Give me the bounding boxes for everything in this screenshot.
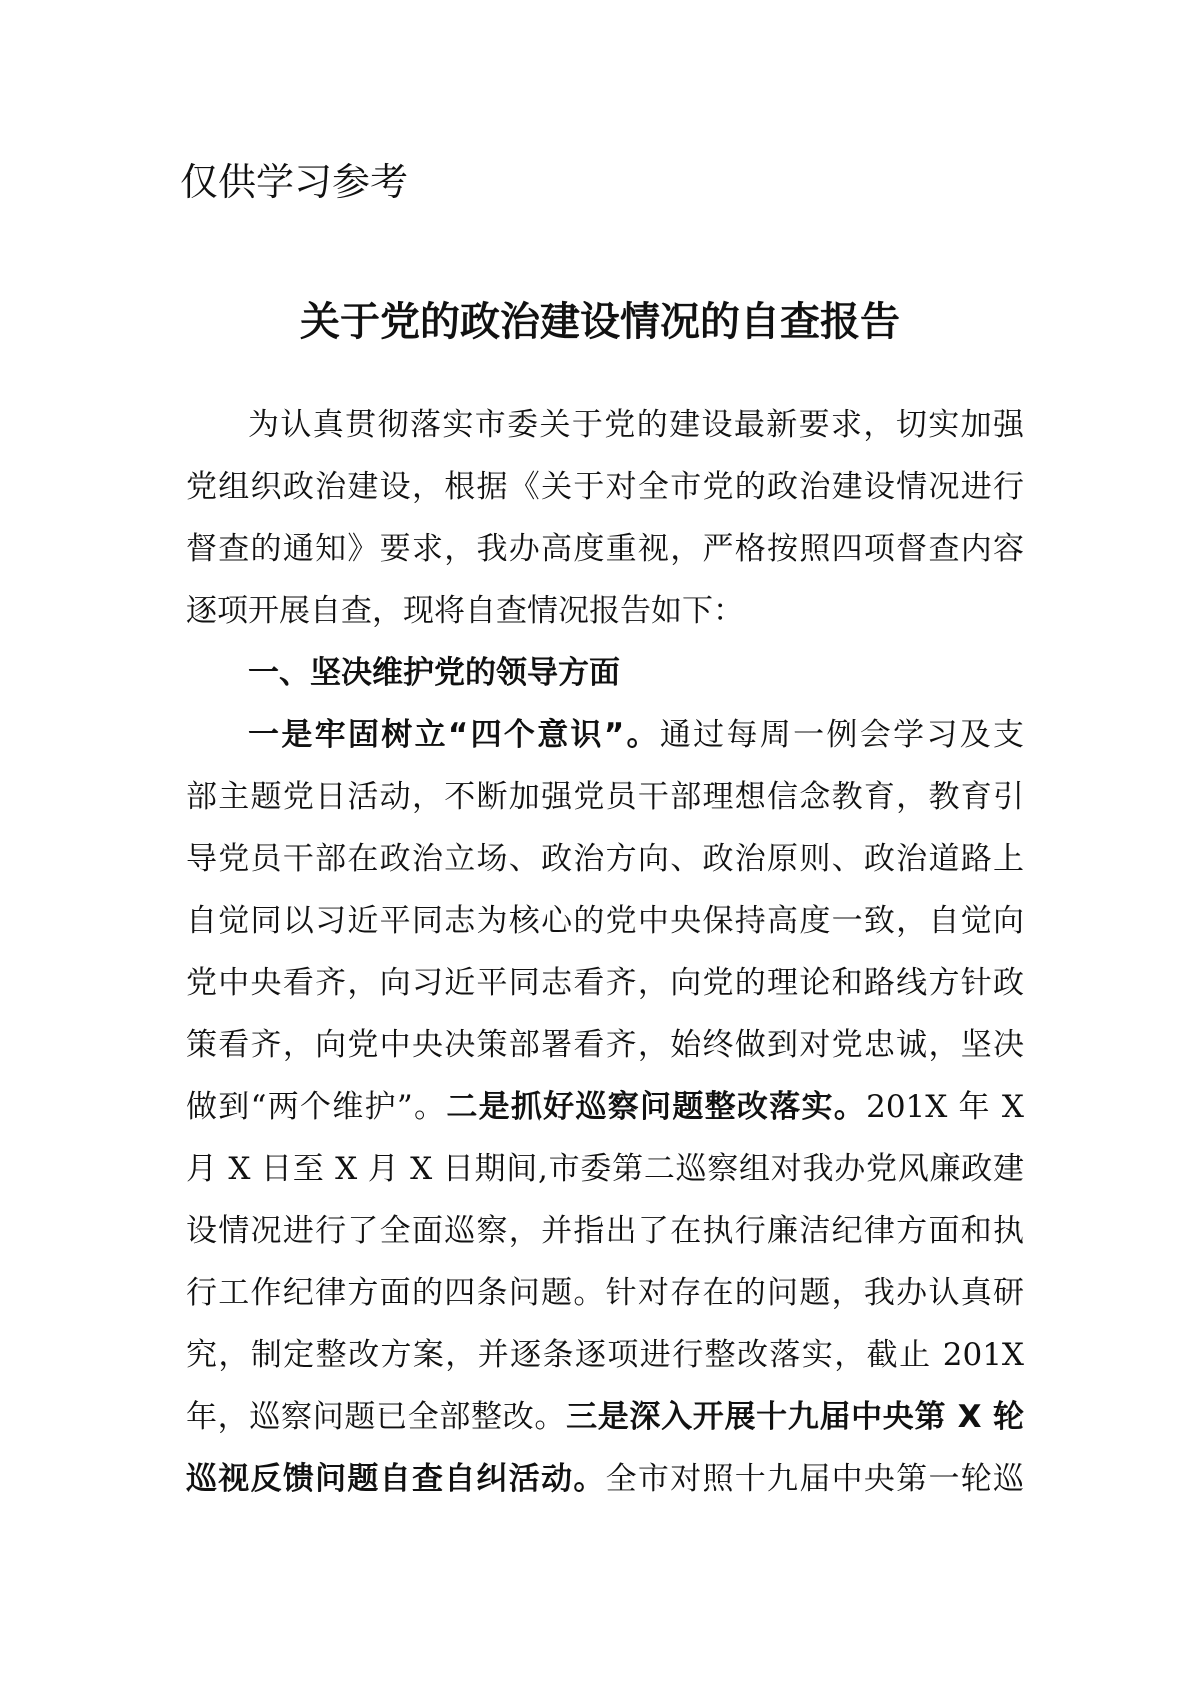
paragraph-line: 究，制定整改方案，并逐条逐项进行整改落实，截止 201X [186, 1337, 1024, 1373]
paragraph-line: 月 X 日至 X 月 X 日期间,市委第二巡察组对我办党风廉政建 [186, 1151, 1024, 1187]
bold-phrase: 三是深入开展十九届中央第 X 轮 [566, 1399, 1024, 1435]
bold-phrase: 巡视反馈问题自查自纠活动。 [186, 1461, 606, 1497]
text-run: 做到“两个维护”。 [186, 1089, 447, 1125]
paragraph-line [248, 704, 1024, 766]
text-run: 通过每周一例会学习及支 [659, 717, 1025, 753]
paragraph-line: 策看齐，向党中央决策部署看齐，始终做到对党忠诚，坚决 [186, 1027, 1024, 1063]
paragraph-line: 自觉同以习近平同志为核心的党中央保持高度一致，自觉向 [186, 903, 1024, 939]
reference-note: 仅供学习参考 [180, 160, 409, 204]
paragraph-line [186, 1386, 1024, 1448]
text-run: 全市对照十九届中央第一轮巡 [605, 1461, 1024, 1497]
text-run: 201X 年 X [866, 1089, 1024, 1125]
paragraph-line: 部主题党日活动，不断加强党员干部理想信念教育，教育引 [186, 779, 1024, 815]
bold-phrase: 二是抓好巡察问题整改落实。 [446, 1089, 867, 1125]
paragraph-line: 设情况进行了全面巡察，并指出了在执行廉洁纪律方面和执 [186, 1213, 1024, 1249]
paragraph-line: 行工作纪律方面的四条问题。针对存在的问题，我办认真研 [186, 1275, 1024, 1311]
text-run: 年，巡察问题已全部整改。 [186, 1399, 567, 1435]
section-heading: 一、坚决维护党的领导方面 [248, 655, 620, 691]
paragraph-line [186, 1448, 1024, 1510]
paragraph-line: 督查的通知》要求，我办高度重视，严格按照四项督查内容 [186, 531, 1024, 567]
paragraph-line: 逐项开展自查，现将自查情况报告如下： [186, 593, 744, 629]
paragraph-line: 党组织政治建设，根据《关于对全市党的政治建设情况进行 [186, 469, 1024, 505]
paragraph-line: 党中央看齐，向习近平同志看齐，向党的理论和路线方针政 [186, 965, 1024, 1001]
paragraph-line: 为认真贯彻落实市委关于党的建设最新要求，切实加强 [248, 407, 1024, 443]
page-title: 关于党的政治建设情况的自查报告 [300, 299, 900, 345]
paragraph-line: 导党员干部在政治立场、政治方向、政治原则、政治道路上 [186, 841, 1024, 877]
paragraph-line [186, 1076, 1024, 1138]
bold-phrase: 一是牢固树立“四个意识”。 [248, 717, 660, 753]
